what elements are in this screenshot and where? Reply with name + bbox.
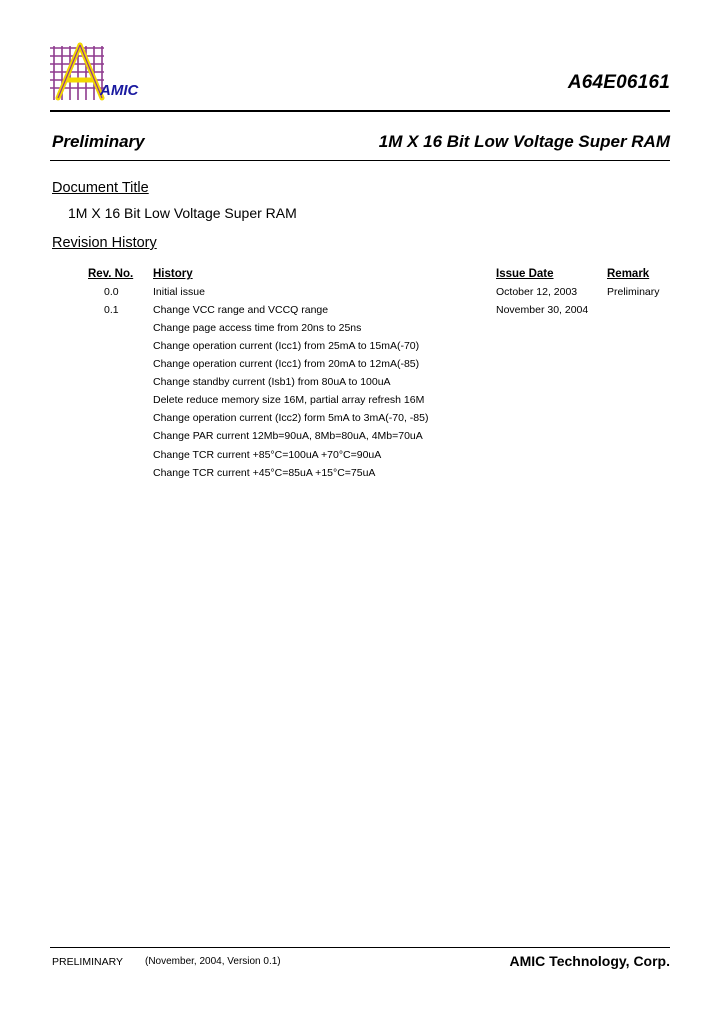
col-header-rev: Rev. No.: [88, 268, 134, 280]
col-header-remark: Remark: [607, 268, 650, 280]
rev-cell: 0.1: [104, 304, 119, 316]
rev-cell: 0.0: [104, 286, 119, 298]
footer-rule: [50, 947, 670, 948]
history-cell: Change operation current (Icc2) form 5mA to 3mA(-70, -85): [153, 412, 429, 424]
header-rule: [50, 110, 670, 112]
document-title-heading: Document Title: [52, 180, 149, 196]
footer-company: AMIC Technology, Corp.: [509, 953, 670, 969]
col-header-issue-date: Issue Date: [496, 268, 554, 280]
remark-cell: Preliminary: [607, 286, 660, 298]
col-header-history: History: [153, 268, 193, 280]
footer-status: PRELIMINARY: [52, 956, 123, 968]
history-cell: Change VCC range and VCCQ range: [153, 304, 329, 316]
logo-wordmark: AMIC: [100, 82, 139, 99]
history-cell: Change page access time from 20ns to 25ns: [153, 322, 362, 334]
product-subtitle: 1M X 16 Bit Low Voltage Super RAM: [378, 132, 670, 151]
subtitle-rule: [50, 160, 670, 161]
revision-history-heading: Revision History: [52, 235, 157, 251]
history-cell: Change standby current (Isb1) from 80uA to 100uA: [153, 376, 391, 388]
issue-date-cell: November 30, 2004: [496, 304, 589, 316]
issue-date-cell: October 12, 2003: [496, 286, 578, 298]
status-label: Preliminary: [52, 132, 145, 151]
history-cell: Delete reduce memory size 16M, partial array refresh 16M: [153, 394, 425, 406]
history-cell: Change operation current (Icc1) from 25mA to 15mA(-70): [153, 340, 420, 352]
history-cell: Change PAR current 12Mb=90uA, 8Mb=80uA, 4Mb=70uA: [153, 430, 423, 442]
history-cell: Initial issue: [153, 286, 205, 298]
history-cell: Change operation current (Icc1) from 20mA to 12mA(-85): [153, 358, 420, 370]
history-cell: Change TCR current +85°C=100uA +70°C=90uA: [153, 449, 382, 461]
part-number: A64E06161: [567, 72, 670, 93]
amic-logo: [50, 42, 180, 104]
document-title-text: 1M X 16 Bit Low Voltage Super RAM: [68, 205, 297, 221]
history-cell: Change TCR current +45°C=85uA +15°C=75uA: [153, 467, 376, 479]
footer-date-version: (November, 2004, Version 0.1): [145, 956, 281, 967]
